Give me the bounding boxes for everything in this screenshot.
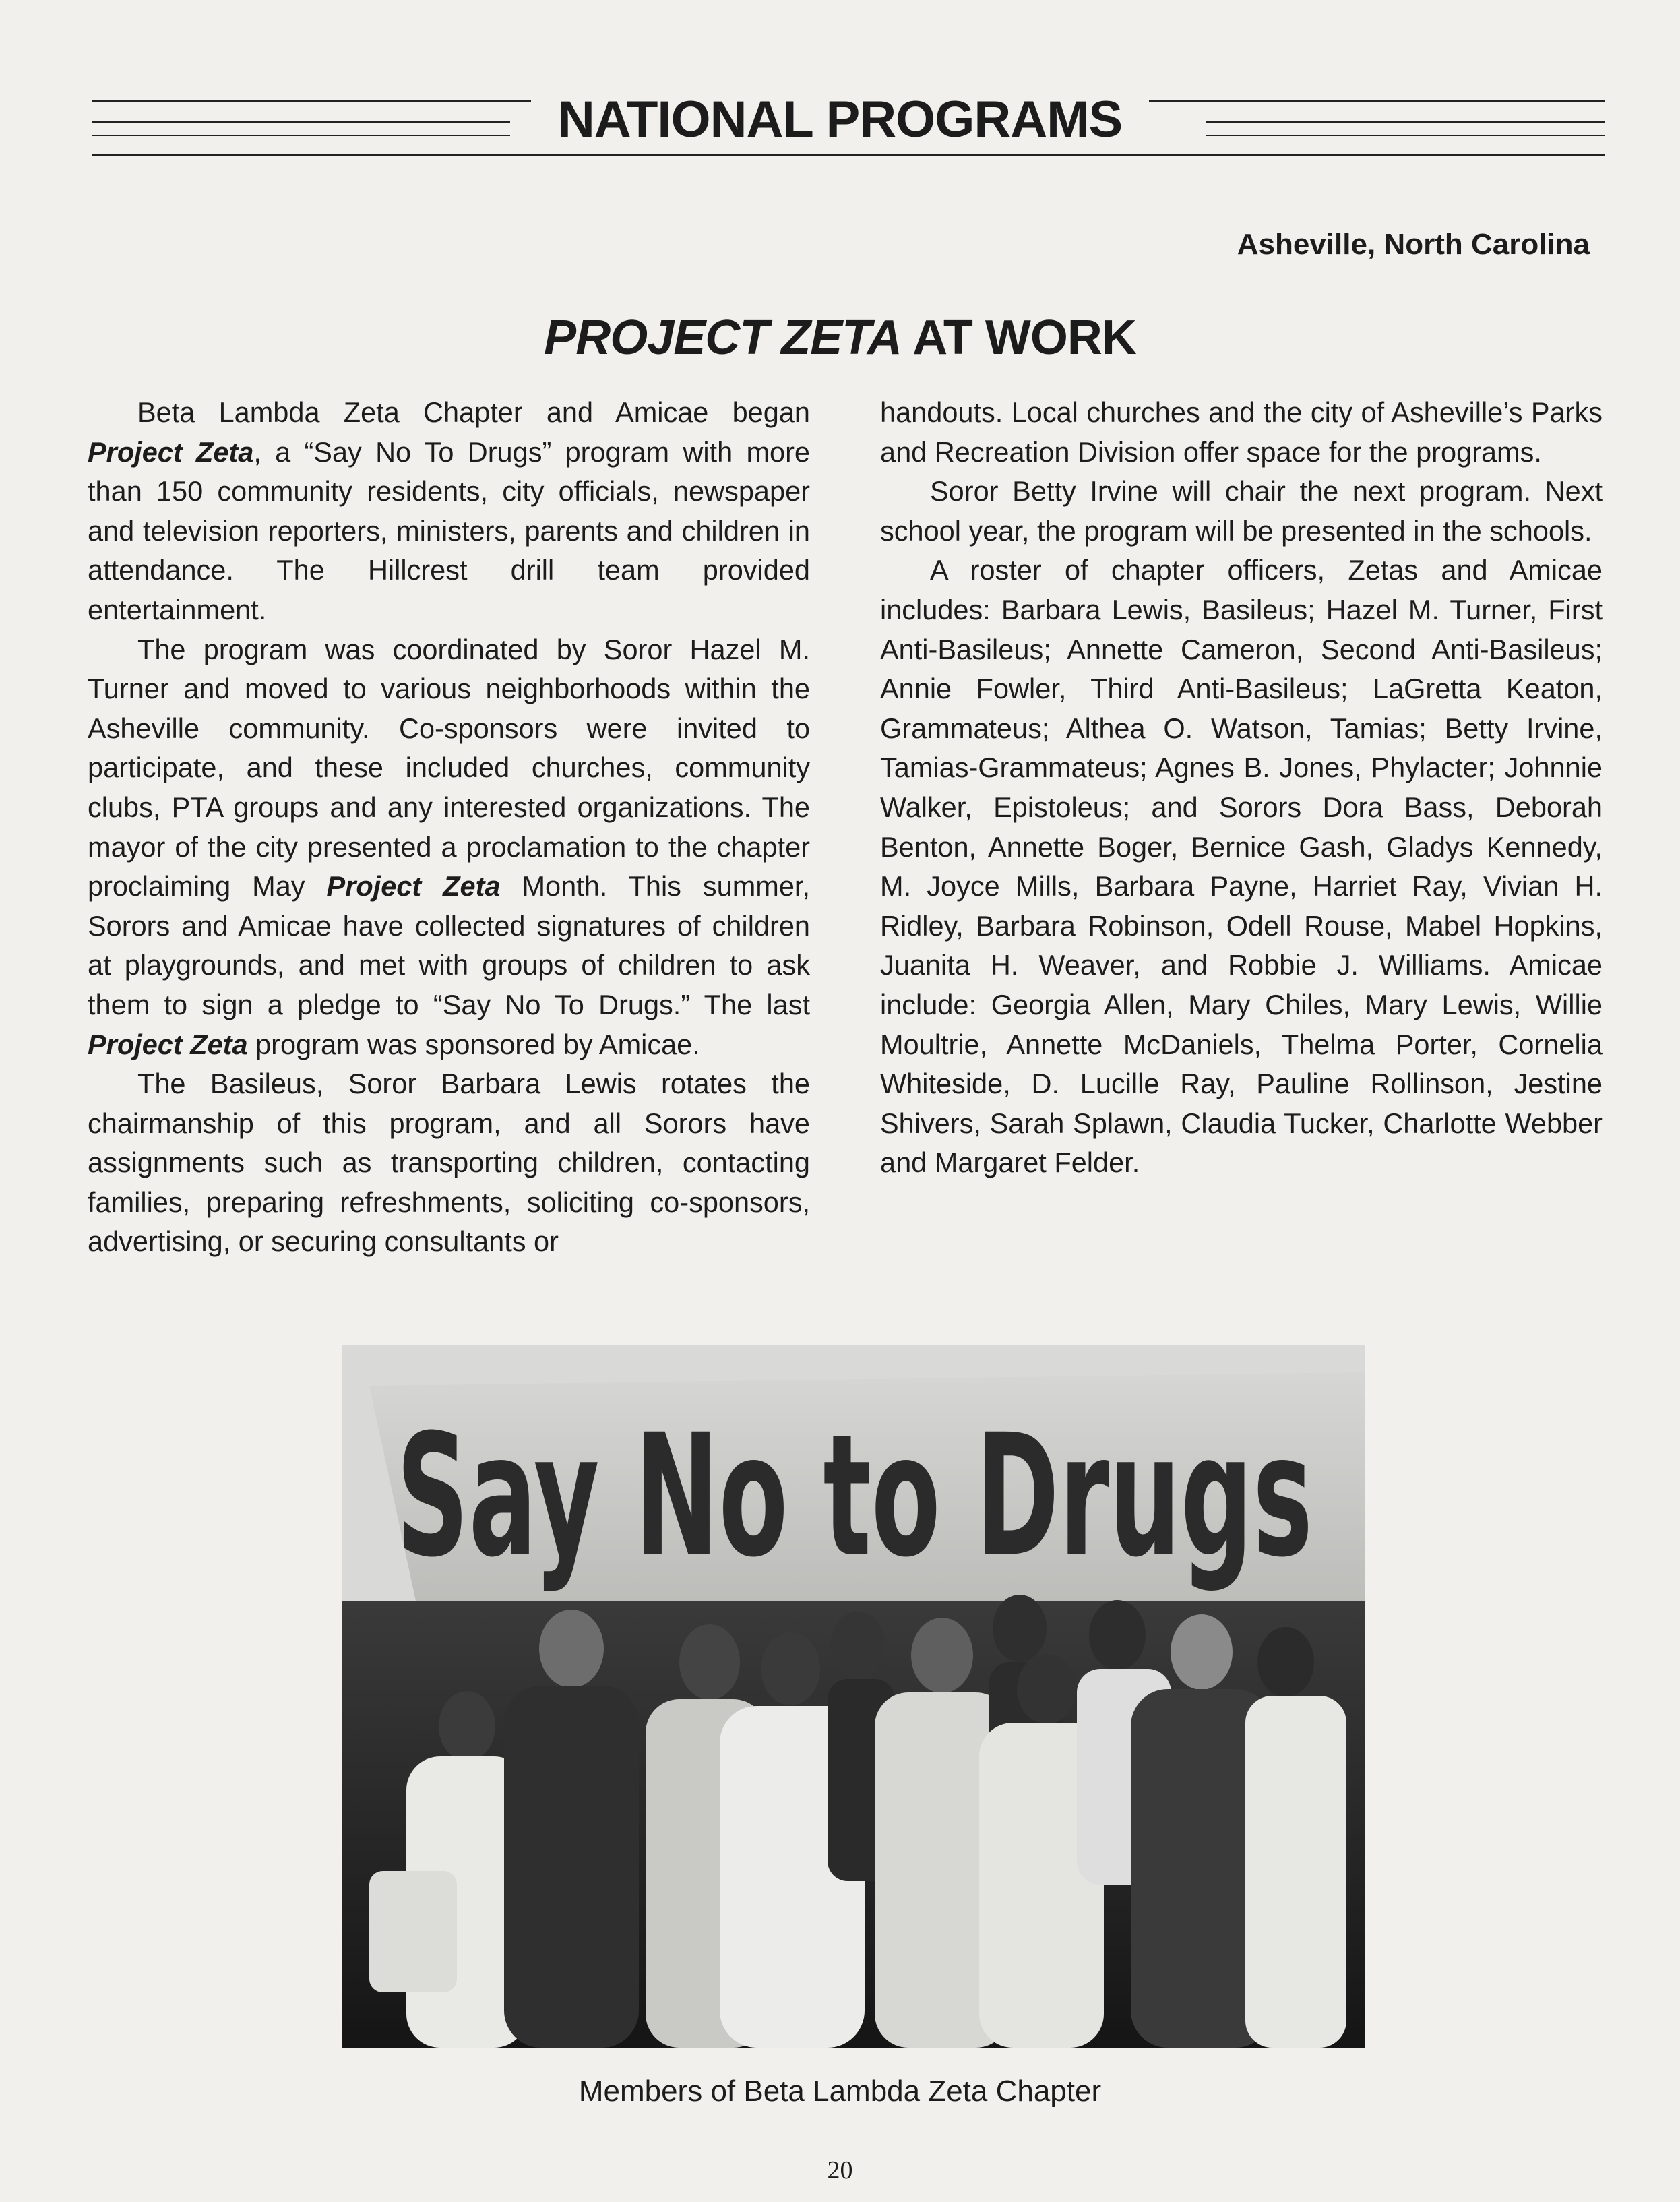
header-bottom-rule <box>92 154 1605 156</box>
section-title <box>0 91 1680 148</box>
location-label: Asheville, North Carolina <box>1237 228 1590 261</box>
project-zeta-emphasis: Project Zeta <box>88 435 254 468</box>
article-headline <box>0 310 1680 365</box>
headline-italic: PROJECT ZETA <box>544 311 902 365</box>
left-paragraph-2 <box>88 630 810 1065</box>
text-run: program was sponsored by Amicae. <box>247 1028 700 1060</box>
left-column <box>88 393 810 1262</box>
project-zeta-emphasis: Project Zeta <box>88 1028 248 1060</box>
project-zeta-emphasis: Project Zeta <box>326 870 501 903</box>
left-paragraph-1 <box>88 393 810 630</box>
photo-caption: Members of Beta Lambda Zeta Chapter <box>578 2075 1102 2108</box>
right-column <box>880 393 1603 1183</box>
group-photo <box>342 1345 1365 2048</box>
section-title-text: NATIONAL PROGRAMS <box>531 91 1149 148</box>
left-paragraph-3: The Basileus, Soror Barbara Lewis rotates the chairmanship of this program, and all Sorors have assignments such as transporting children, contacting families, preparing refreshments, soliciting co-sponsors, advertising, or securing consultants or <box>88 1068 810 1258</box>
text-run: Month. This summer, Sorors and Amicae have collected signatures of children at playgrounds, and met with groups of children to ask them to sign a pledge to “Say No To Drugs.” The last <box>88 870 810 1020</box>
text-run: , a “Say No To Drugs” program with more than 150 community residents, city officials, newspaper and television reporters, ministers, parents and children in attendance. The Hillcrest drill team provided entertainment. <box>88 435 810 625</box>
banner-text: Say No to Drugs <box>396 1398 1313 1594</box>
group-photo-illustration <box>342 1345 1365 2048</box>
text-run: The program was coordinated by Soror Hazel M. Turner and moved to various neighborhoods within the Asheville community. Co-sponsors were invited to participate, and these included churches, community clubs, PTA groups and any interested organizations. The mayor of the city presented a proclamation to the chapter proclaiming May <box>88 633 810 903</box>
page-number: 20 <box>827 2156 853 2184</box>
headline-rest: AT WORK <box>901 311 1136 365</box>
right-paragraph-2: Soror Betty Irvine will chair the next program. Next school year, the program will be presented in the schools. <box>880 475 1603 547</box>
right-paragraph-1: handouts. Local churches and the city of Asheville’s Parks and Recreation Division offer space for the programs. <box>880 396 1603 468</box>
right-paragraph-3: A roster of chapter officers, Zetas and Amicae includes: Barbara Lewis, Basileus; Hazel M. Turner, First Anti-Basileus; Annette Cameron, Second Anti-Basileus; Annie Fowler, Third Anti-Basileus; LaGretta Keaton, Grammateus; Althea O. Watson, Tamias; Betty Irvine, Tamias-Grammateus; Agnes B. Jones, Phylacter; Johnnie Walker, Epistoleus; and Sorors Dora Bass, Deborah Benton, Annette Boger, Bernice Gash, Gladys Kennedy, M. Joyce Mills, Barbara Payne, Harriet Ray, Vivian H. Ridley, Barbara Robinson, Odell Rouse, Mabel Hopkins, Juanita H. Weaver, and Robbie J. Williams. Amicae include: Georgia Allen, Mary Chiles, Mary Lewis, Willie Moultrie, Annette McDaniels, Thelma Porter, Cornelia Whiteside, D. Lucille Ray, Pauline Rollinson, Jestine Shivers, Sarah Splawn, Claudia Tucker, Charlotte Webber and Margaret Felder. <box>880 554 1603 1179</box>
text-run: Beta Lambda Zeta Chapter and Amicae began <box>137 396 810 428</box>
